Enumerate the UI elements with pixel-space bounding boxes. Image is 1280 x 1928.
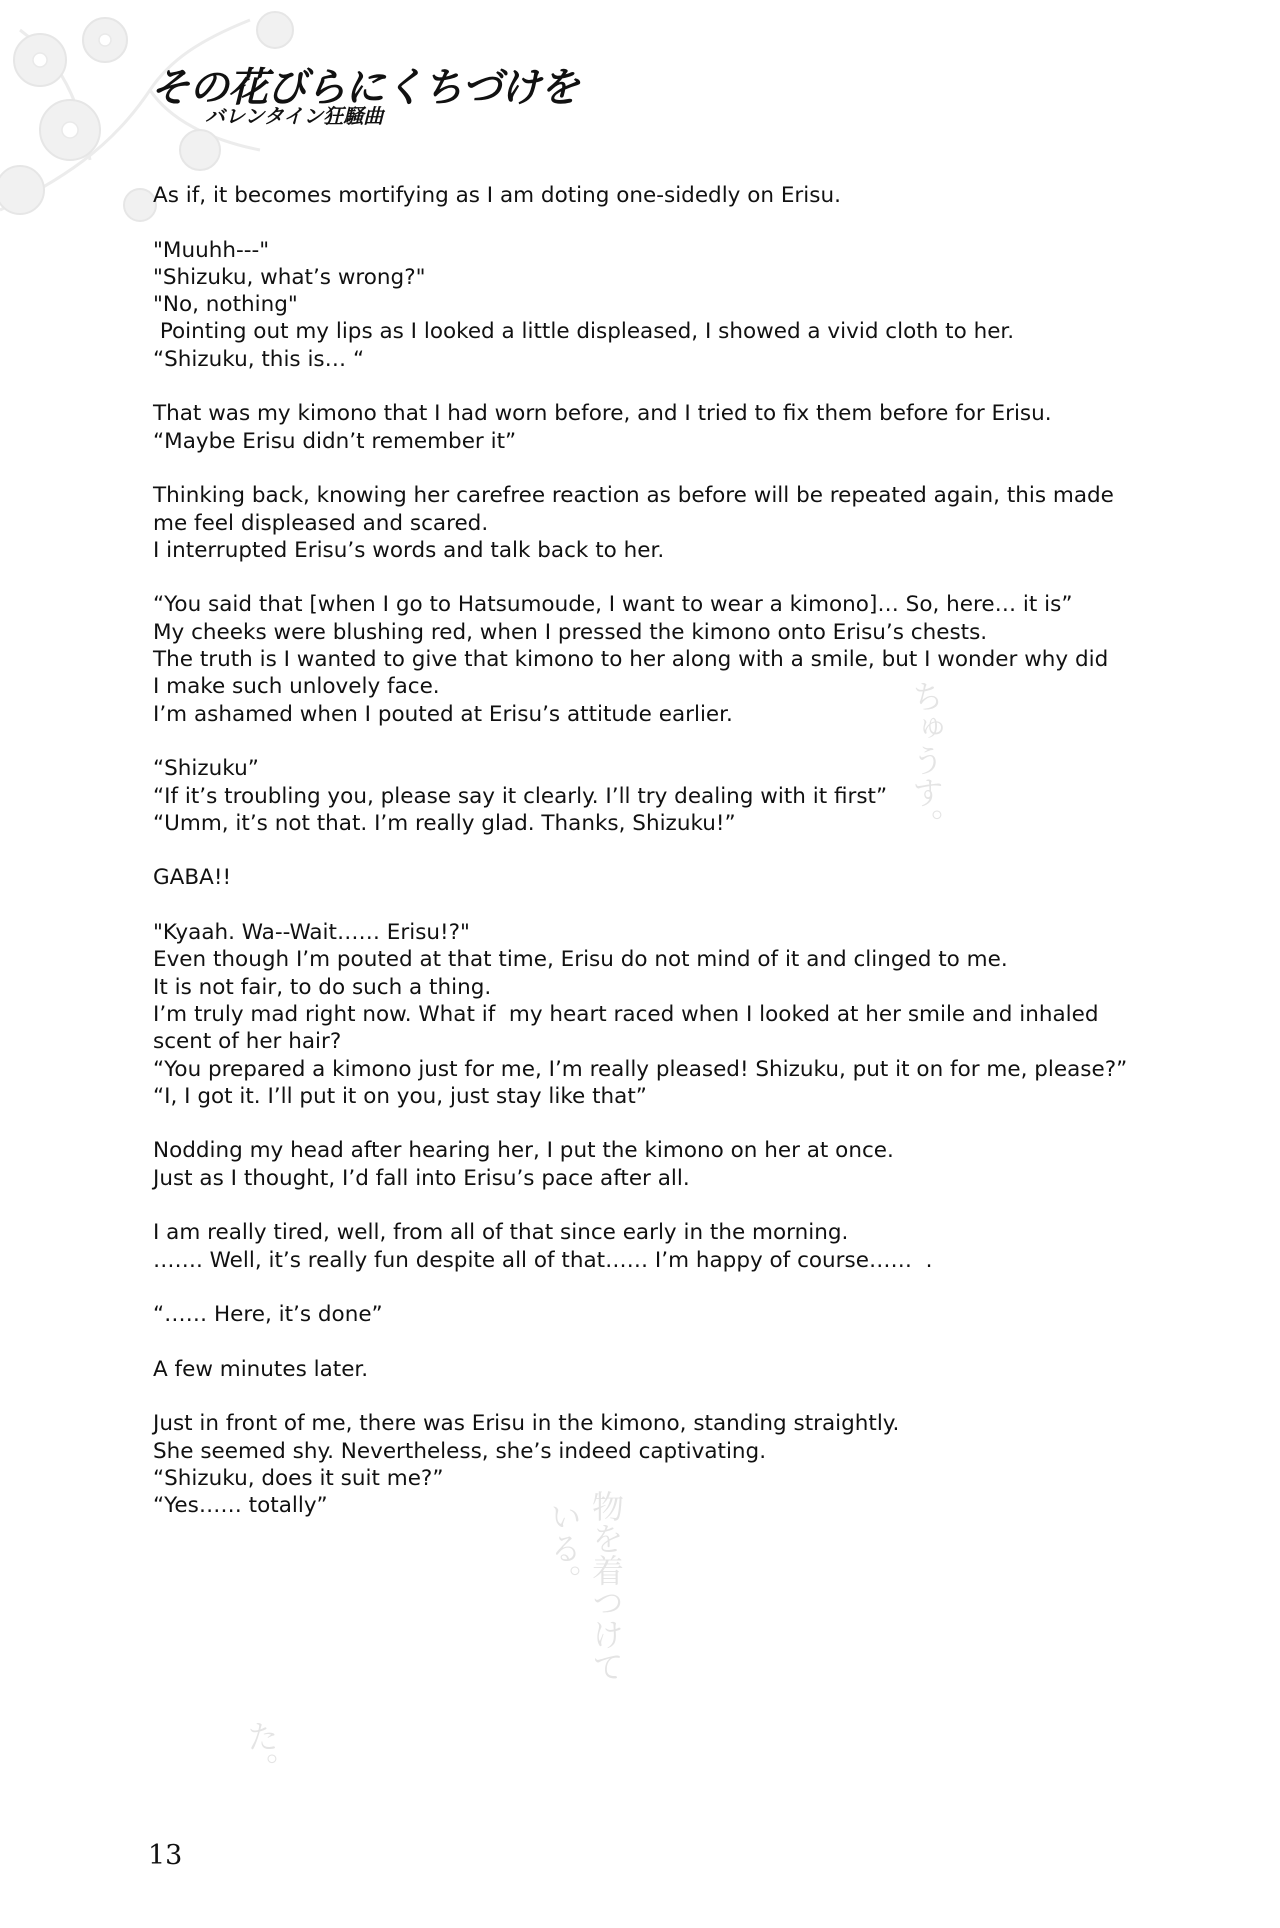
text-line: It is not fair, to do such a thing. <box>153 974 492 1000</box>
text-line: ……. Well, it’s really fun despite all of that…… I’m happy of course…… . <box>153 1247 933 1273</box>
book-subtitle: バレンタイン狂騒曲 <box>205 104 384 128</box>
text-line: I am really tired, well, from all of that since early in the morning. <box>153 1220 849 1246</box>
text-line: Just in front of me, there was Erisu in the kimono, standing straightly. <box>153 1411 900 1437</box>
paragraph <box>153 755 1193 837</box>
background-vertical-text: いる。 <box>545 1500 583 1596</box>
text-line: “If it’s troubling you, please say it clearly. I’ll try dealing with it first” <box>153 783 888 809</box>
paragraph <box>153 482 1193 564</box>
text-line: GABA!! <box>153 865 232 891</box>
paragraph <box>153 591 1193 727</box>
text-line: Even though I’m pouted at that time, Erisu do not mind of it and clinged to me. <box>153 947 1008 973</box>
text-line: "Shizuku, what’s wrong?" <box>153 264 426 290</box>
paragraph <box>153 1356 1193 1383</box>
story-text <box>153 182 1193 1520</box>
paragraph <box>153 919 1193 1110</box>
text-line: My cheeks were blushing red, when I pressed the kimono onto Erisu’s chests. <box>153 619 988 645</box>
text-line: I’m ashamed when I pouted at Erisu’s attitude earlier. <box>153 701 733 727</box>
background-vertical-text: 物を着つけて <box>587 1490 625 1682</box>
text-line: “Yes…… totally” <box>153 1493 328 1519</box>
text-line: "Muuhh---" <box>153 237 270 263</box>
text-line: As if, it becomes mortifying as I am doting one-sidedly on Erisu. <box>153 183 841 208</box>
paragraph <box>153 864 1193 891</box>
paragraph <box>153 182 1193 209</box>
text-line: Thinking back, knowing her carefree reaction as before will be repeated again, this made <box>153 483 1114 509</box>
text-line: “Shizuku, does it suit me?” <box>153 1465 444 1491</box>
paragraph <box>153 1410 1193 1519</box>
text-line: That was my kimono that I had worn before, and I tried to fix them before for Erisu. <box>153 401 1052 427</box>
text-line: “Maybe Erisu didn’t remember it” <box>153 428 517 454</box>
page-number: 13 <box>148 1840 183 1871</box>
text-line: “I, I got it. I’ll put it on you, just stay like that” <box>153 1083 647 1109</box>
background-vertical-text: ちゅうす。 <box>907 680 945 840</box>
text-line: Pointing out my lips as I looked a little displeased, I showed a vivid cloth to her. <box>153 319 1015 345</box>
paragraph <box>153 1219 1193 1274</box>
text-line: The truth is I wanted to give that kimono to her along with a smile, but I wonder why did <box>153 647 1109 673</box>
paragraph <box>153 1301 1193 1328</box>
book-title: その花びらにくちづけを <box>150 64 579 111</box>
background-vertical-text: た。 <box>242 1720 280 1784</box>
paragraph <box>153 237 1193 373</box>
paragraph <box>153 1137 1193 1192</box>
text-line: I interrupted Erisu’s words and talk back to her. <box>153 537 665 563</box>
text-line: A few minutes later. <box>153 1356 369 1382</box>
text-line: “You said that [when I go to Hatsumoude, I want to wear a kimono]… So, here… it is” <box>153 592 1073 618</box>
text-line: "Kyaah. Wa--Wait…… Erisu!?" <box>153 920 470 946</box>
text-line: Just as I thought, I’d fall into Erisu’s pace after all. <box>153 1165 690 1191</box>
paragraph <box>153 400 1193 455</box>
text-line: Nodding my head after hearing her, I put the kimono on her at once. <box>153 1138 894 1164</box>
text-line: “You prepared a kimono just for me, I’m really pleased! Shizuku, put it on for me, please?” <box>153 1056 1128 1082</box>
text-line: "No, nothing" <box>153 292 298 318</box>
text-line: me feel displeased and scared. <box>153 510 489 536</box>
text-line: “Umm, it’s not that. I’m really glad. Thanks, Shizuku!” <box>153 810 736 836</box>
text-line: scent of her hair? <box>153 1029 342 1055</box>
text-line: I make such unlovely face. <box>153 674 440 700</box>
text-line: She seemed shy. Nevertheless, she’s indeed captivating. <box>153 1438 767 1464</box>
text-line: “Shizuku” <box>153 756 259 782</box>
text-line: I’m truly mad right now. What if my heart raced when I looked at her smile and inhaled <box>153 1001 1099 1027</box>
text-line: “…… Here, it’s done” <box>153 1302 383 1328</box>
text-line: “Shizuku, this is… “ <box>153 346 365 372</box>
